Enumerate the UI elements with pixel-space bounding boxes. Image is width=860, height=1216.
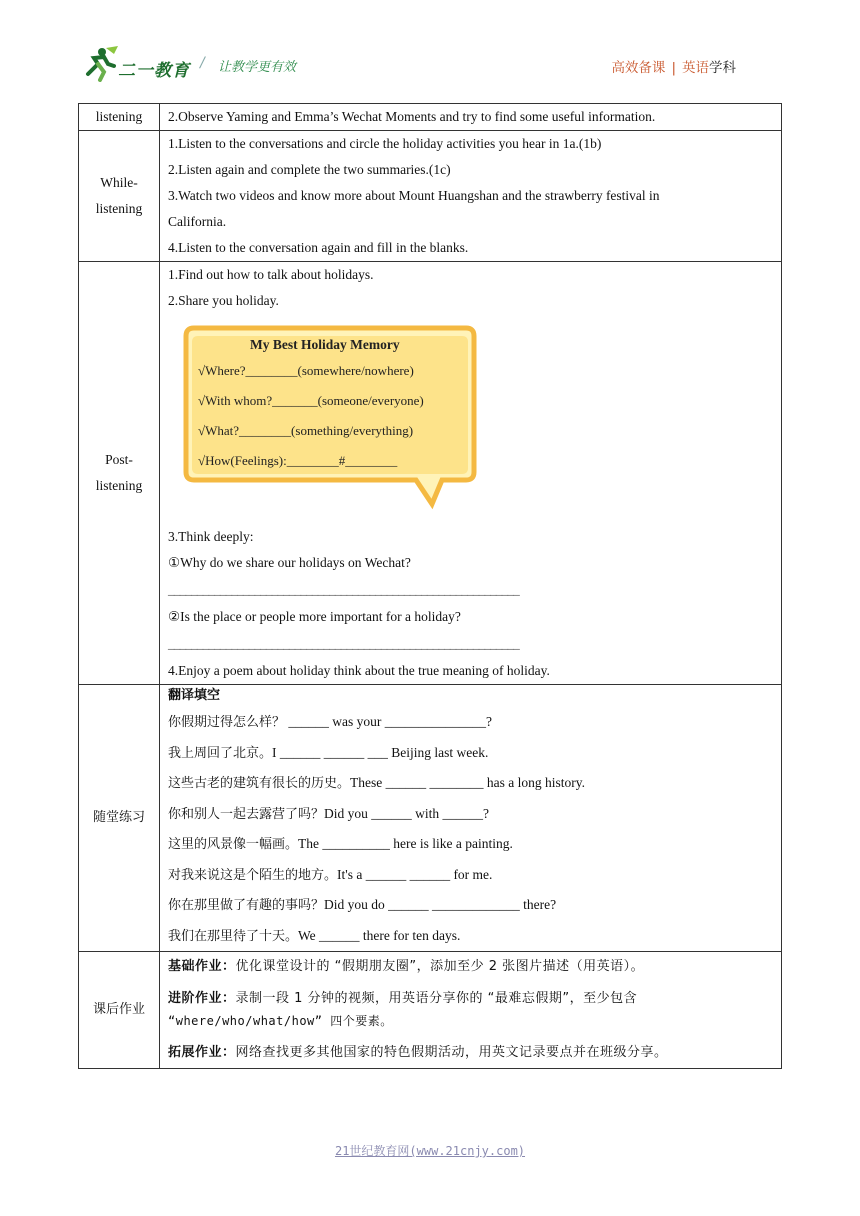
practice-item: [168, 921, 775, 952]
practice-cn: 我上周回了北京。: [168, 745, 273, 761]
content-line: 3.Watch two videos and know more about Mount Huangshan and the strawberry festival in: [168, 188, 660, 203]
content-line: California.: [168, 214, 227, 229]
row-label: listening: [79, 104, 160, 131]
question-line: ②Is the place or people more important for a holiday?: [168, 609, 461, 624]
page-header: [80, 44, 780, 84]
practice-en: I ______ ______ ___ Beijing last week.: [272, 744, 489, 760]
practice-item: [168, 829, 775, 860]
practice-cn: 你和别人一起去露营了吗？: [168, 806, 325, 822]
content-line: 1.Listen to the conversations and circle the holiday activities you hear in 1a.(1b): [168, 136, 602, 151]
practice-title: 翻译填空: [168, 688, 221, 703]
row-content: [160, 952, 782, 1069]
practice-item: [168, 768, 775, 799]
homework-extension: [168, 1042, 775, 1064]
bubble-item: √What?________(something/everything): [198, 423, 414, 438]
header-subject-suffix: 学科: [709, 60, 736, 76]
practice-cn: 你假期过得怎么样？: [168, 715, 286, 730]
row-content: [160, 685, 782, 952]
practice-cn: 我们在那里待了十天。: [168, 928, 299, 944]
header-subject: [611, 56, 736, 76]
header-separator: |: [671, 60, 676, 76]
practice-en: The __________ here is like a painting.: [298, 836, 513, 851]
practice-item: [168, 707, 775, 738]
bubble-content: [198, 334, 424, 476]
content-line: 4.Enjoy a poem about holiday think about the true meaning of holiday.: [168, 663, 550, 678]
row-post-listening: [79, 262, 782, 685]
homework-extension-title: 拓展作业：: [168, 1045, 236, 1060]
homework-basic-title: 基础作业：: [168, 959, 236, 974]
homework-advanced: [168, 988, 775, 1010]
row-pre-listening: [79, 104, 782, 131]
practice-cn: 对我来说这是个陌生的地方。: [168, 867, 338, 883]
homework-basic-text: 优化课堂设计的 “假期朋友圈”，添加至少 2 张图片描述（用英语）。: [235, 959, 645, 974]
practice-item: [168, 890, 775, 921]
row-homework: [79, 952, 782, 1069]
content-line: 2.Share you holiday.: [168, 293, 279, 308]
row-label: While-listening: [79, 131, 160, 262]
bubble-item: √Where?________(somewhere/nowhere): [198, 363, 414, 378]
logo-text: 二一教育: [118, 61, 190, 81]
row-practice: [79, 685, 782, 952]
practice-en: It's a ______ ______ for me.: [337, 866, 493, 882]
homework-advanced-title: 进阶作业：: [168, 991, 236, 1006]
row-content: [160, 131, 782, 262]
header-subject-name: 英语: [682, 60, 709, 76]
row-while-listening: [79, 131, 782, 262]
content-line: 4.Listen to the conversation again and fill in the blanks.: [168, 240, 469, 255]
practice-en: Did you ______ with ______?: [324, 805, 490, 821]
row-label: 课后作业: [79, 952, 160, 1069]
practice-cn: 这里的风景像一幅画。: [168, 837, 299, 852]
brand-logo: [80, 44, 192, 82]
runner-logo-icon: [80, 44, 120, 82]
content-line: 1.Find out how to talk about holidays.: [168, 267, 374, 282]
bubble-item: √How(Feelings):________#________: [198, 453, 398, 468]
answer-blank: _____________________________________________________________: [168, 582, 519, 597]
header-slogan: 让教学更有效: [218, 60, 297, 75]
lesson-plan-table: [78, 103, 782, 1069]
practice-en: We ______ there for ten days.: [298, 927, 461, 943]
row-content: [160, 104, 782, 131]
content-line: 2.Observe Yaming and Emma’s Wechat Moments and try to find some useful information.: [168, 109, 656, 124]
homework-basic: [168, 956, 775, 978]
holiday-memory-bubble: [180, 322, 480, 510]
practice-cn: 这些古老的建筑有很长的历史。: [168, 776, 351, 791]
homework-advanced-cont: “where/who/what/how” 四个要素。: [168, 1014, 393, 1028]
practice-item: [168, 860, 775, 891]
page-footer: [0, 1142, 860, 1160]
answer-blank: _____________________________________________________________: [168, 636, 519, 651]
question-line: ①Why do we share our holidays on Wechat?: [168, 555, 411, 570]
practice-item: [168, 738, 775, 769]
practice-item: [168, 799, 775, 830]
header-divider: /: [200, 55, 205, 71]
bubble-title: My Best Holiday Memory: [250, 337, 400, 352]
bubble-item: √With whom?_______(someone/everyone): [198, 393, 424, 408]
content-line: 3.Think deeply:: [168, 529, 254, 544]
practice-en: Did you do ______ _____________ there?: [324, 897, 557, 912]
footer-link[interactable]: 21世纪教育网(www.21cnjy.com): [334, 1144, 526, 1158]
row-content: [160, 262, 782, 685]
homework-advanced-text: 录制一段 1 分钟的视频，用英语分享你的 “最难忘假期”，至少包含: [235, 991, 638, 1006]
content-line: 2.Listen again and complete the two summaries.(1c): [168, 162, 451, 177]
practice-cn: 你在那里做了有趣的事吗？: [168, 898, 325, 913]
practice-en: These ______ ________ has a long history.: [350, 775, 585, 790]
practice-en: ______ was your _______________?: [288, 714, 492, 729]
homework-extension-text: 网络查找更多其他国家的特色假期活动，用英文记录要点并在班级分享。: [235, 1045, 668, 1060]
row-label: 随堂练习: [79, 685, 160, 952]
header-prep-label: 高效备课: [611, 60, 666, 76]
row-label: Post-listening: [79, 262, 160, 685]
